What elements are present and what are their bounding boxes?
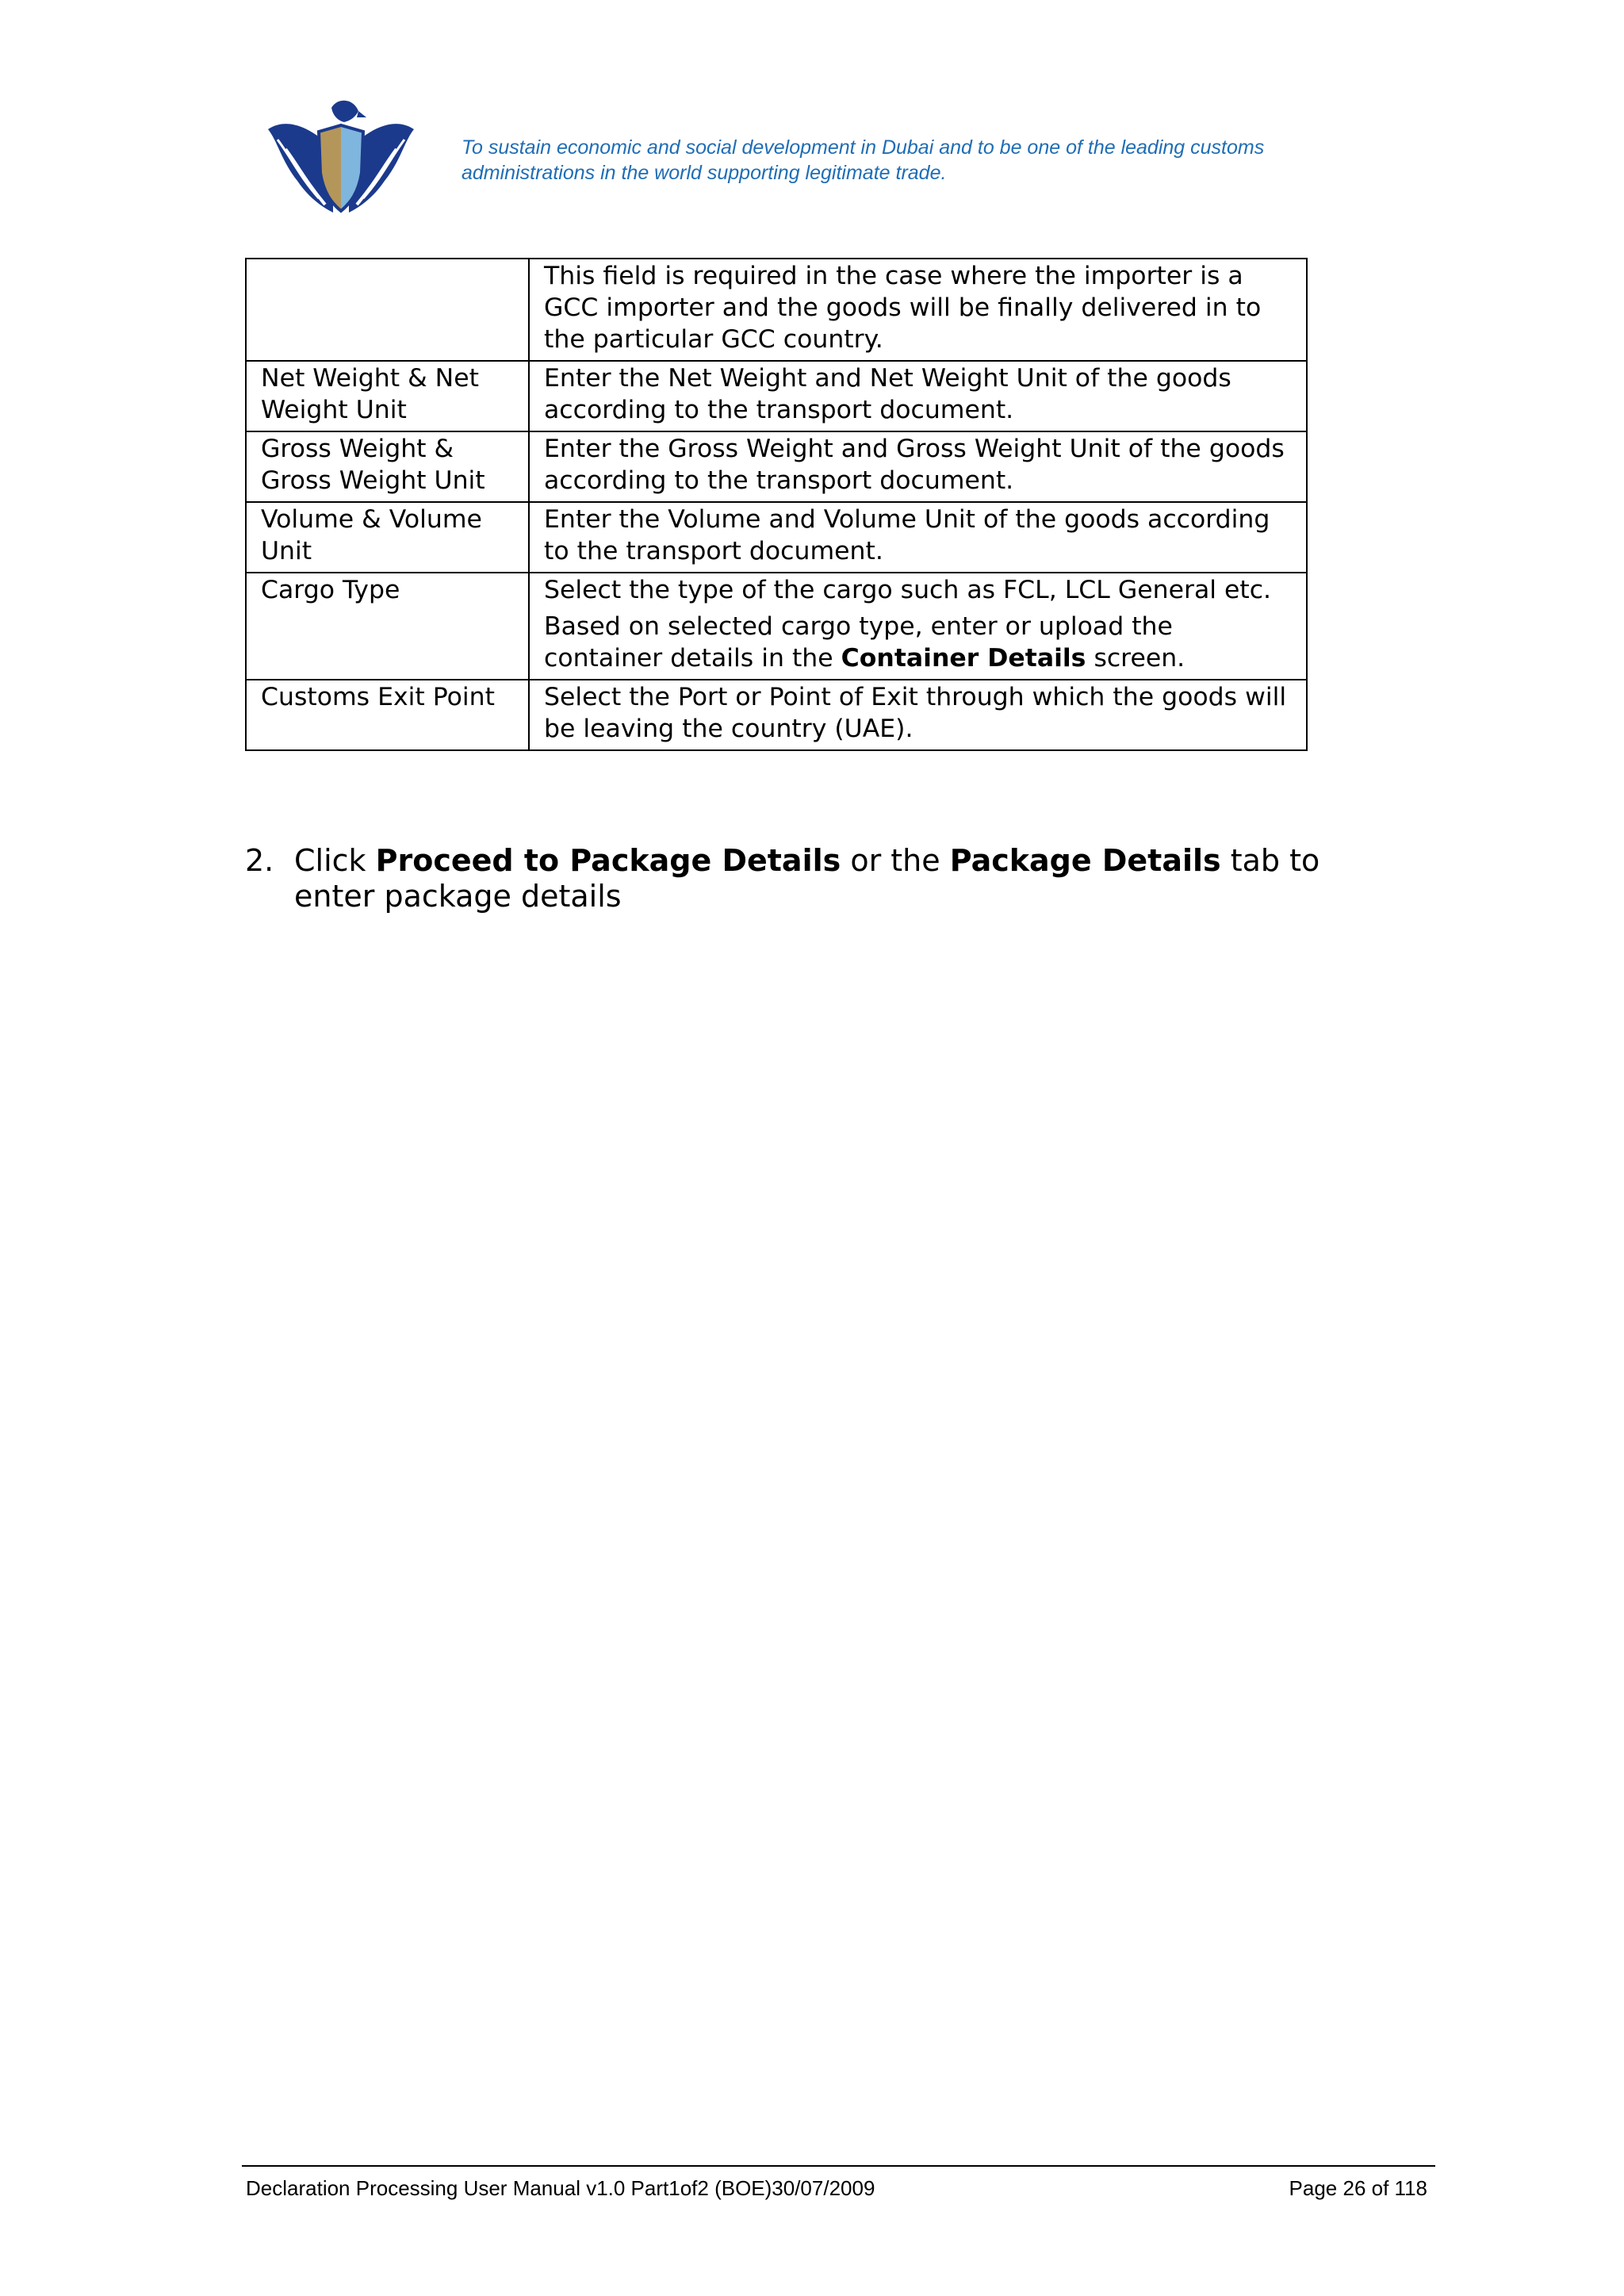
proceed-to-package-details-reference: Proceed to Package Details bbox=[375, 843, 841, 878]
description-cell bbox=[529, 431, 1307, 502]
falcon-shield-logo-icon bbox=[262, 94, 420, 228]
description-cell bbox=[529, 502, 1307, 573]
motto-line-1: To sustain economic and social development in Dubai and to be one of the leading customs bbox=[462, 136, 1265, 159]
footer-divider bbox=[242, 2165, 1435, 2167]
description-cell bbox=[529, 361, 1307, 431]
table-row bbox=[246, 502, 1307, 573]
step-text-part: or the bbox=[841, 843, 950, 878]
description-cell bbox=[529, 573, 1307, 680]
description-cell bbox=[529, 259, 1307, 361]
container-details-reference: Container Details bbox=[841, 644, 1086, 673]
table-row bbox=[246, 573, 1307, 680]
table-row bbox=[246, 680, 1307, 750]
table-row bbox=[246, 259, 1307, 361]
description-text: Select the type of the cargo such as FCL, LCL General etc. bbox=[544, 576, 1272, 604]
description-extra-before: Based on selected cargo type, enter or upload the container details in the bbox=[544, 612, 1173, 673]
description-text: Enter the Net Weight and Net Weight Unit of the goods according to the transport document. bbox=[544, 364, 1231, 424]
motto-text bbox=[462, 135, 1373, 186]
description-text-extra bbox=[544, 611, 1293, 674]
description-text: This field is required in the case where the importer is a GCC importer and the goods will be finally delivered in to the particular GCC country. bbox=[544, 262, 1262, 354]
description-text: Enter the Gross Weight and Gross Weight Unit of the goods according to the transport document. bbox=[544, 435, 1285, 495]
description-text: Select the Port or Point of Exit through which the goods will be leaving the country (UAE). bbox=[544, 683, 1287, 743]
package-details-tab-reference: Package Details bbox=[949, 843, 1221, 878]
field-cell bbox=[246, 259, 529, 361]
page-number: Page 26 of 118 bbox=[1289, 2176, 1427, 2200]
step-text-part: Click bbox=[294, 843, 376, 878]
description-extra-after: screen. bbox=[1086, 644, 1185, 673]
field-cell: Gross Weight & Gross Weight Unit bbox=[246, 431, 529, 502]
description-cell bbox=[529, 680, 1307, 750]
field-cell: Net Weight & Net Weight Unit bbox=[246, 361, 529, 431]
step-number: 2. bbox=[245, 843, 274, 878]
page-header bbox=[262, 94, 1372, 228]
motto-line-2: administrations in the world supporting legitimate trade. bbox=[462, 162, 947, 184]
field-cell: Volume & Volume Unit bbox=[246, 502, 529, 573]
step-text bbox=[294, 843, 1373, 914]
step-text-part: tab to enter package details bbox=[294, 843, 1320, 914]
table-row bbox=[246, 431, 1307, 502]
field-cell: Cargo Type bbox=[246, 573, 529, 680]
table-row bbox=[246, 361, 1307, 431]
description-text: Enter the Volume and Volume Unit of the goods according to the transport document. bbox=[544, 505, 1270, 565]
footer-document-title: Declaration Processing User Manual v1.0 Part1of2 (BOE)30/07/2009 bbox=[246, 2176, 875, 2200]
field-description-table bbox=[245, 258, 1308, 751]
field-cell: Customs Exit Point bbox=[246, 680, 529, 750]
